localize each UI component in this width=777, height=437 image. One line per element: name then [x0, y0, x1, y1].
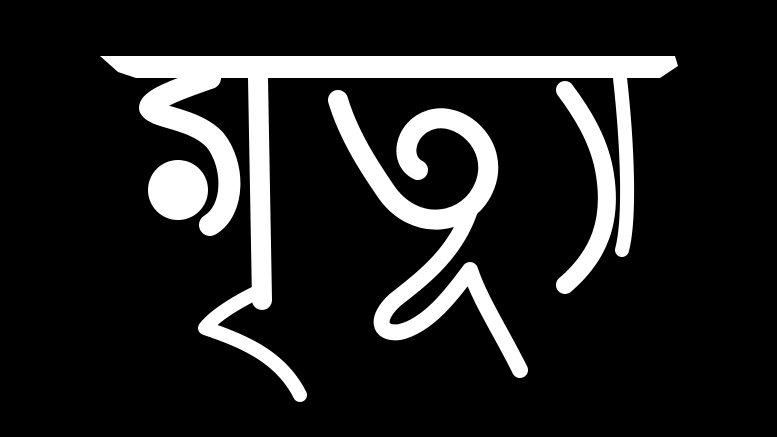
- glyph-jophola: [565, 90, 607, 285]
- glyph-mo-stem: [258, 78, 262, 300]
- glyph-ri-kar: [205, 290, 300, 395]
- glyph-jophola-stem: [620, 78, 627, 250]
- glyph-u-kar: [382, 210, 520, 370]
- glyph-mo-loop: [148, 160, 208, 220]
- glyph-to-stroke: [338, 100, 488, 220]
